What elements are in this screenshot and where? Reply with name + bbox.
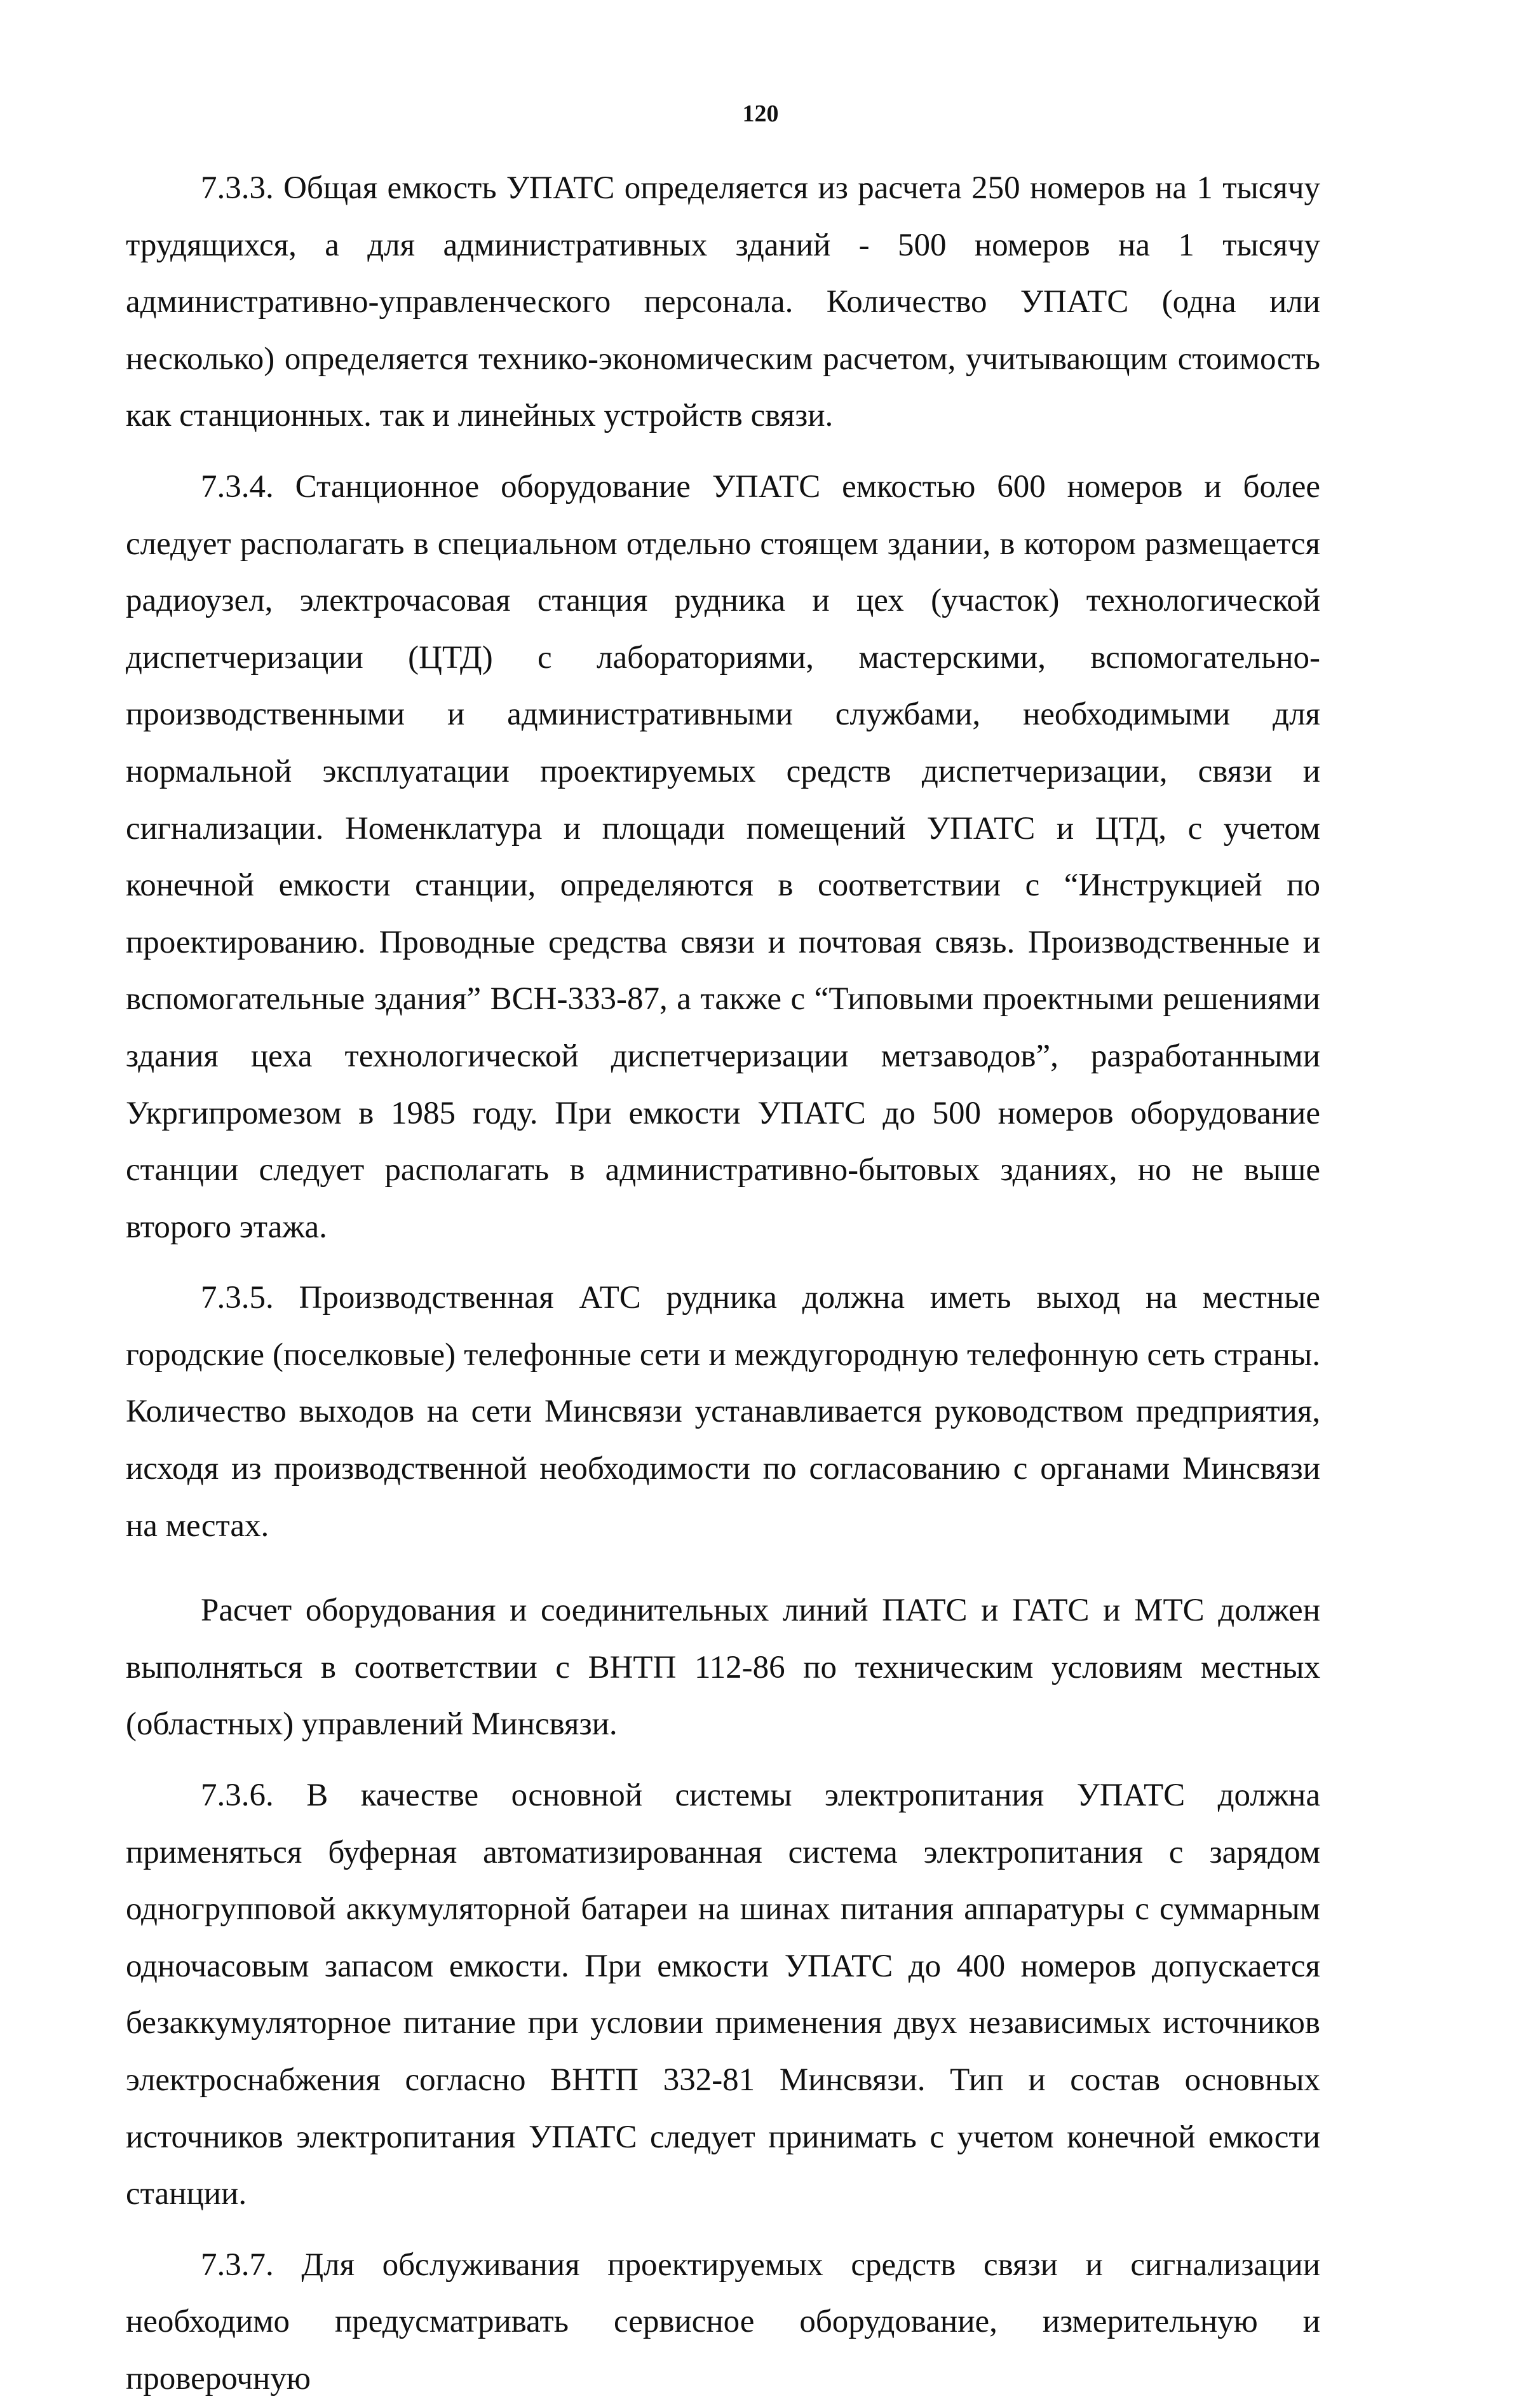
page-number: 120 bbox=[742, 100, 779, 127]
paragraph-7-3-3: 7.3.3. Общая емкость УПАТС определяется из расчета 250 номеров на 1 тысячу трудящихся, а для административных зданий - 500 номеров на 1 тысячу административно-управленческого персонала. Количество УПАТС (одна или несколько) определяется технико-экономическим расчетом, учитывающим стоимость как станционных. так и линейных устройств связи. bbox=[126, 170, 1320, 434]
paragraph-7-3-6: 7.3.6. В качестве основной системы электропитания УПАТС должна применяться буферная автоматизированная система электропитания с зарядом одногрупповой аккумуляторной батареи на шинах питания аппаратуры с суммарным одночасовым запасом емкости. При емкости УПАТС до 400 номеров допускается безаккумуляторное питание при условии применения двух независимых источников электроснабжения согласно ВНТП 332-81 Минсвязи. Тип и состав основных источников электропитания УПАТС следует принимать с учетом конечной емкости станции. bbox=[126, 1778, 1320, 2212]
paragraph-pats-gats-calculation: Расчет оборудования и соединительных линий ПАТС и ГАТС и МТС должен выполняться в соответствии с ВНТП 112-86 по техническим условиям местных (областных) управлений Минсвязи. bbox=[126, 1593, 1320, 1743]
paragraph-7-3-7: 7.3.7. Для обслуживания проектируемых средств связи и сигнализации необходимо предусматривать сервисное оборудование, измерительную и проверочную bbox=[126, 2247, 1320, 2397]
document-body bbox=[126, 160, 1320, 2408]
paragraph-7-3-5: 7.3.5. Производственная АТС рудника должна иметь выход на местные городские (поселковые) телефонные сети и междугородную телефонную сеть страны. Количество выходов на сети Минсвязи устанавливается руководством предприятия, исходя из производственной необходимости по согласованию с органами Минсвязи на местах. bbox=[126, 1280, 1320, 1544]
paragraph-7-3-4: 7.3.4. Станционное оборудование УПАТС емкостью 600 номеров и более следует располагать в специальном отдельно стоящем здании, в котором размещается радиоузел, электрочасовая станция рудника и цех (участок) технологической диспетчеризации (ЦТД) с лабораториями, мастерскими, вспомогательно-производственными и административными службами, необходимыми для нормальной эксплуатации проектируемых средств диспетчеризации, связи и сигнализации. Номенклатура и площади помещений УПАТС и ЦТД, с учетом конечной емкости станции, определяются в соответствии с “Инструкцией по проектированию. Проводные средства связи и почтовая связь. Производственные и вспомогательные здания” ВСН-333-87, а также с “Типовыми проектными решениями здания цеха технологической диспетчеризации метзаводов”, разработанными Укргипромезом в 1985 году. При емкости УПАТС до 500 номеров оборудование станции следует располагать в административно-бытовых зданиях, но не выше второго этажа. bbox=[126, 468, 1320, 1245]
